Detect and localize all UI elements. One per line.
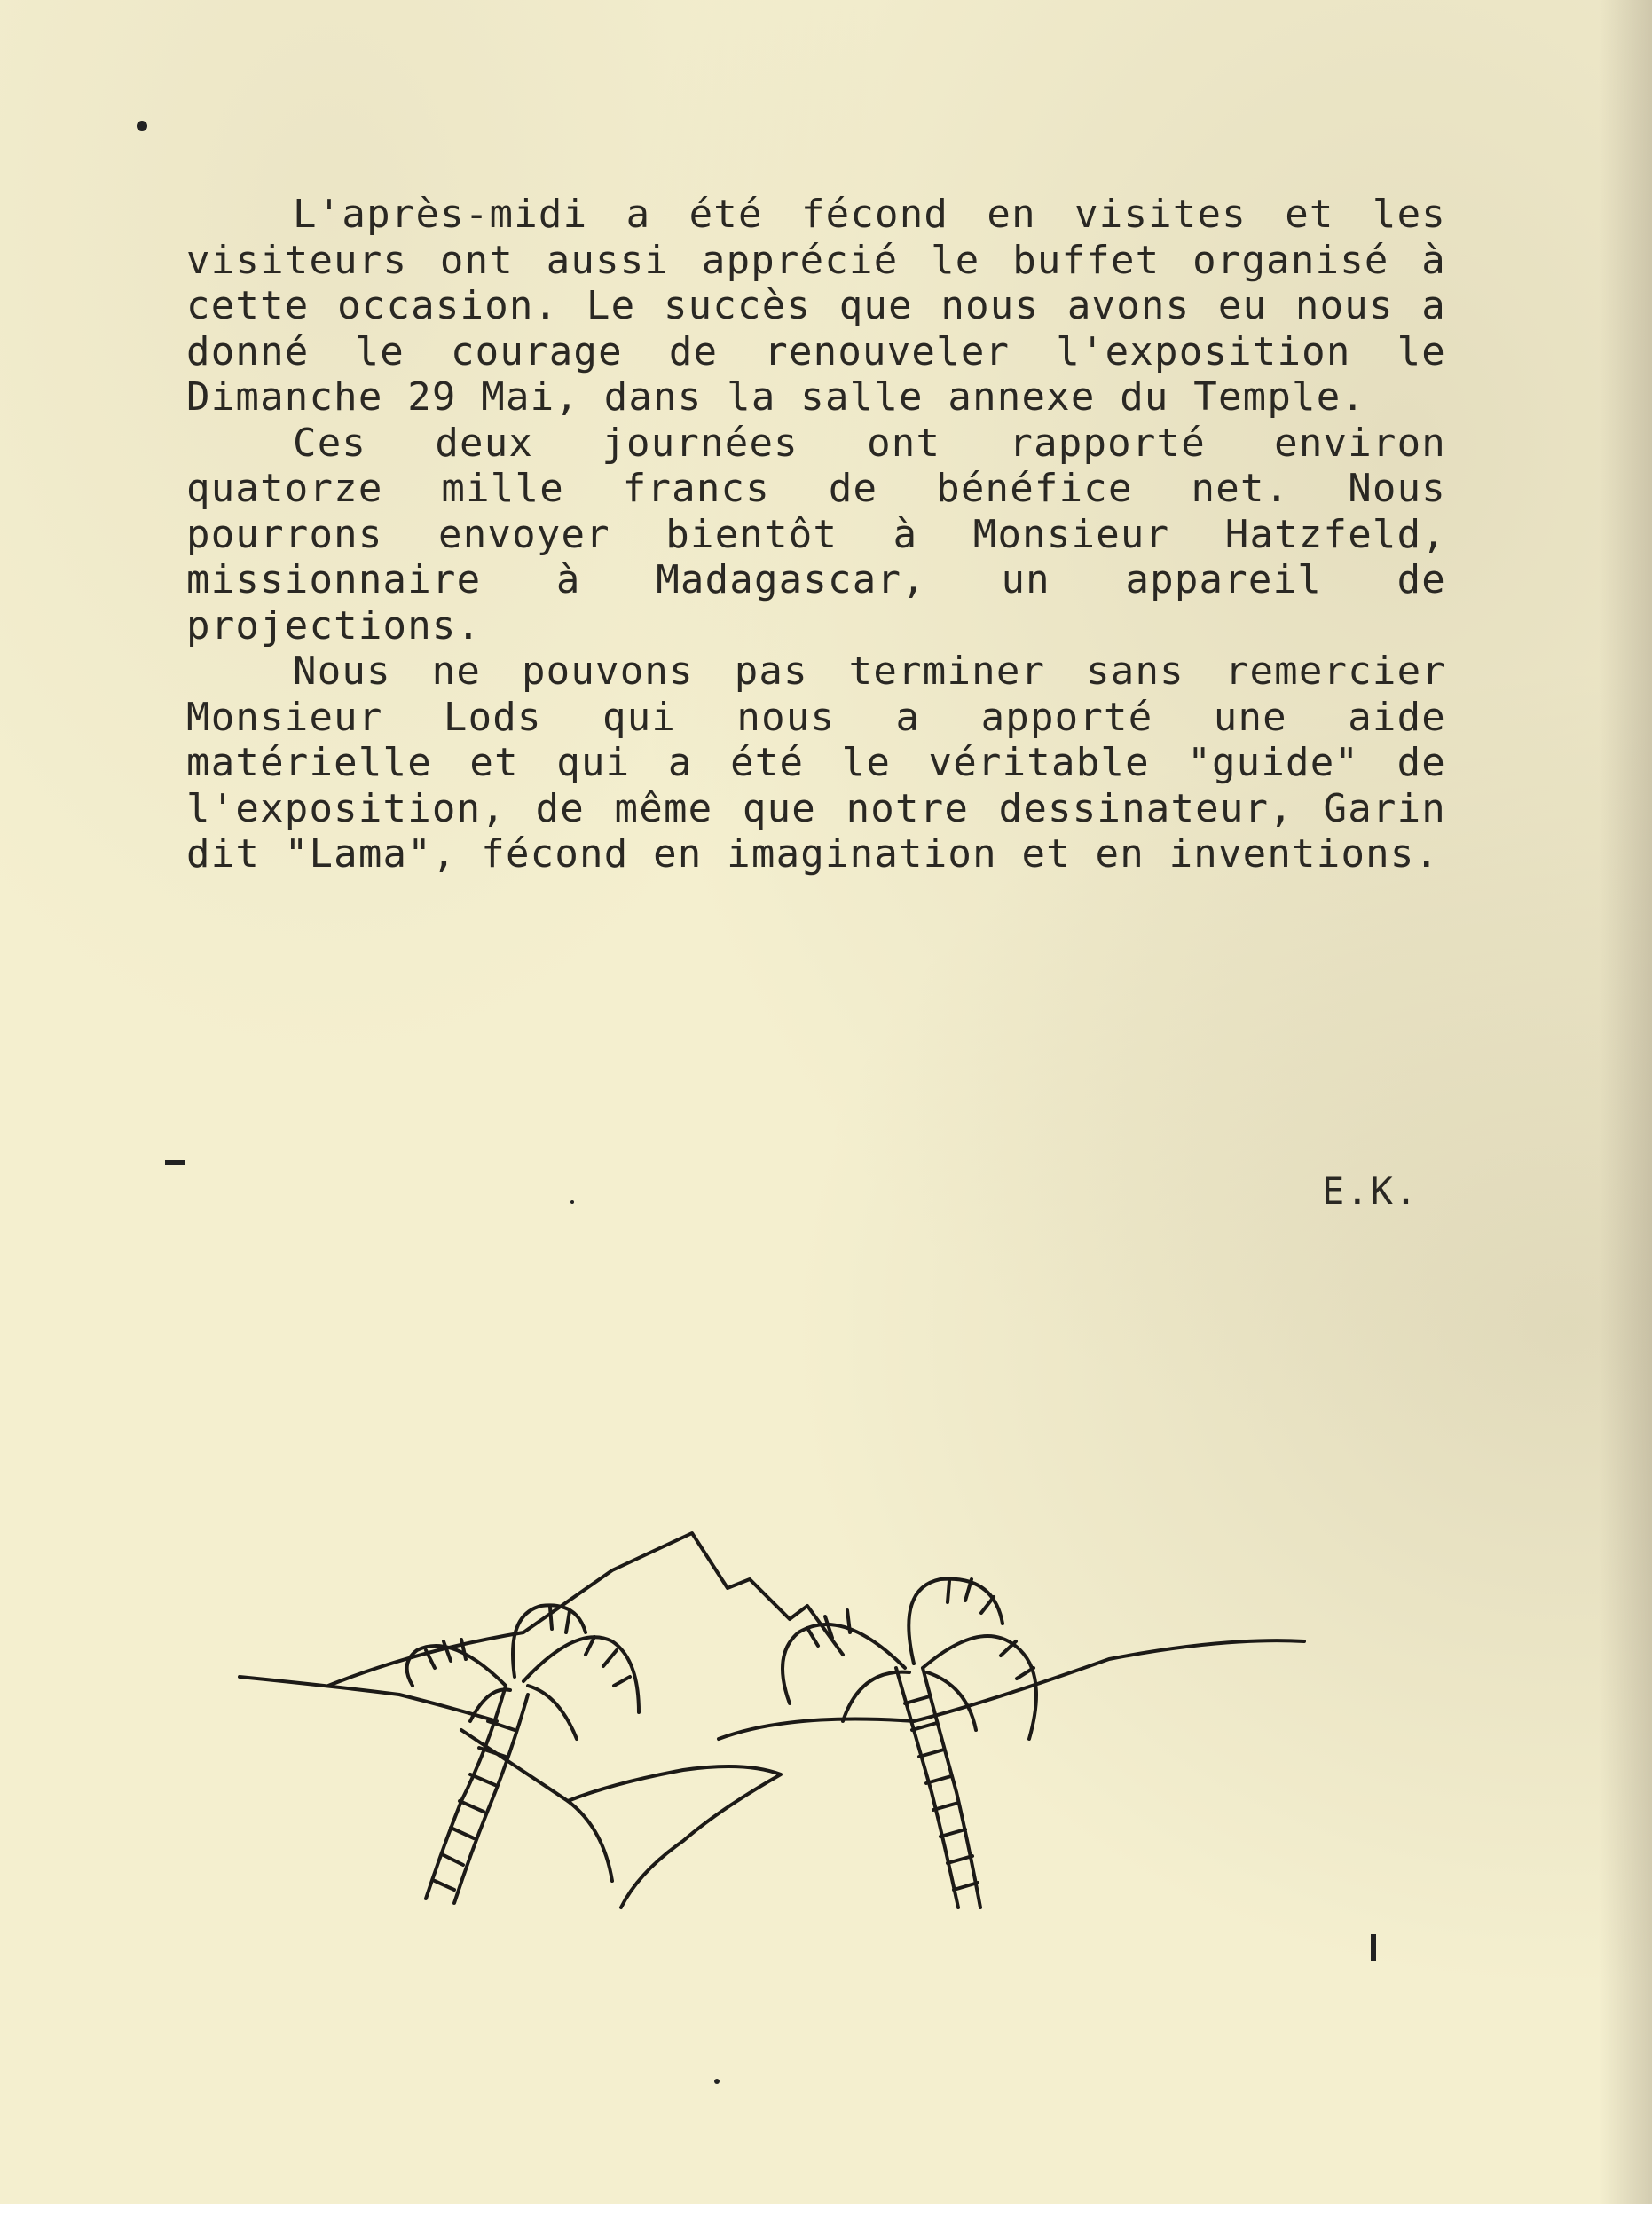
paragraph-2: Ces deux journées ont rapporté environ quatorze mille francs de bénéfice net. Nous pourrons envoyer bientôt à Monsieur Hatzfeld, missionnaire à Madagascar, un appareil de projections. (186, 420, 1446, 649)
scan-bottom-margin (0, 2204, 1652, 2218)
typed-text-body (186, 192, 1446, 877)
scan-speck (165, 1160, 185, 1165)
scan-speck (1371, 1934, 1376, 1961)
paragraph-1: L'après-midi a été fécond en visites et les visiteurs ont aussi apprécié le buffet organisé à cette occasion. Le succès que nous avons eu nous a donné le courage de renouveler l'exposition le Dimanche 29 Mai, dans la salle annexe du Temple. (186, 192, 1446, 420)
left-hill (240, 1677, 497, 1721)
palm-trees-and-mountains-drawing (222, 1508, 1331, 1952)
signature-initials: E.K. (1322, 1169, 1420, 1213)
right-hill (719, 1640, 1304, 1739)
scan-edge-shadow (1599, 0, 1652, 2218)
paragraph-3: Nous ne pouvons pas terminer sans remercier Monsieur Lods qui nous a apporté une aide matérielle et qui a été le véritable "guide" de l'exposition, de même que notre dessinateur, Garin dit "Lama", fécond en imagination et en inventions. (186, 649, 1446, 877)
mountain-ridge (328, 1533, 843, 1686)
scan-speck (714, 2079, 720, 2084)
scan-speck (570, 1200, 574, 1204)
scan-speck (137, 121, 147, 131)
